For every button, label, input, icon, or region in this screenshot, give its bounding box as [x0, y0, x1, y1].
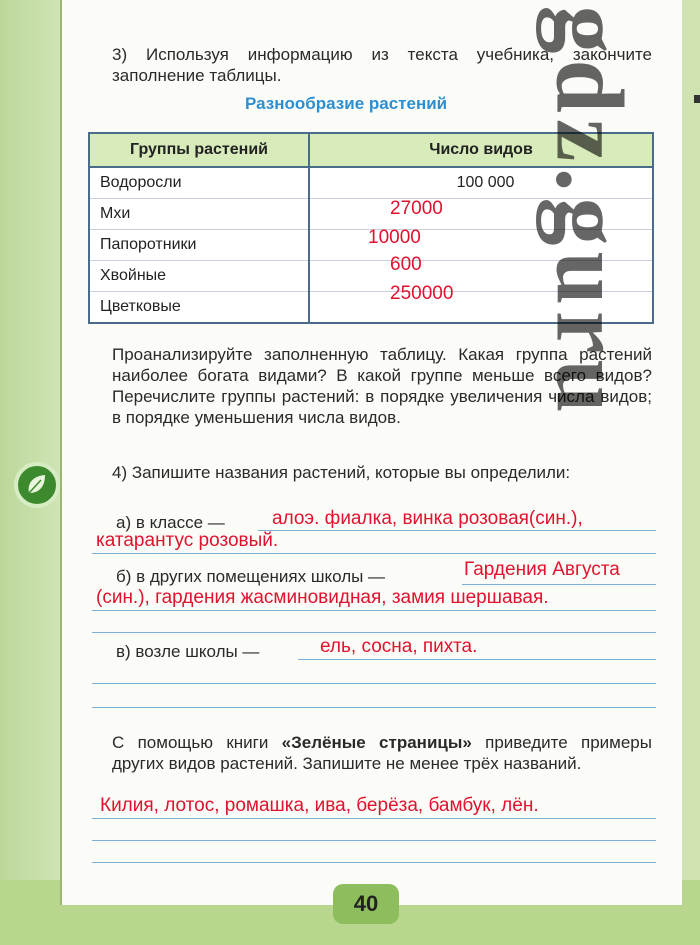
answer-other-rooms-2: (син.), гардения жасминовидная, замия шершавая.	[96, 587, 549, 608]
answer-flowering: 250000	[390, 283, 454, 304]
edge-mark	[694, 95, 700, 103]
task4-instruction: 4) Запишите названия растений, которые вы определили:	[112, 463, 571, 482]
table-title: Разнообразие растений	[245, 94, 448, 113]
species-cell: 100 000	[309, 167, 653, 199]
task5-text-pre: С помощью книги	[112, 733, 282, 752]
answer-ferns: 10000	[368, 227, 421, 248]
group-cell: Папоротники	[89, 230, 309, 261]
label-near-school: в) возле школы —	[116, 642, 260, 661]
task3-instruction: 3) Используя информацию из текста учебника, закончите заполнение таблицы.	[112, 45, 652, 85]
label-other-rooms: б) в других помещениях школы —	[116, 567, 386, 586]
book-title: «Зелёные страницы»	[281, 733, 472, 752]
answer-other-plants: Килия, лотос, ромашка, ива, берёза, бамбук, лён.	[100, 795, 539, 816]
group-cell: Водоросли	[89, 167, 309, 199]
header-groups: Группы растений	[89, 133, 309, 167]
task5-text-post: приведите примеры других видов растений. Запишите не менее трёх названий.	[112, 733, 652, 773]
group-cell: Мхи	[89, 199, 309, 230]
watermark	[530, 5, 650, 920]
answer-in-class-2: катарантус розовый.	[96, 530, 279, 551]
watermark-text: gdz.guru	[536, 5, 644, 419]
answer-mosses: 27000	[390, 198, 443, 219]
group-cell: Хвойные	[89, 261, 309, 292]
answer-in-class-1: алоэ. фиалка, винка розовая(син.),	[272, 508, 583, 529]
answer-conifers: 600	[390, 254, 422, 275]
answer-near-school: ель, сосна, пихта.	[320, 636, 478, 657]
page-number: 40	[333, 884, 399, 924]
header-species: Число видов	[309, 133, 653, 167]
leaf-icon	[14, 462, 60, 508]
answer-other-rooms-1: Гардения Августа	[464, 559, 620, 580]
label-in-class: а) в классе —	[116, 513, 225, 532]
task3-question: Проанализируйте заполненную таблицу. Какая группа растений наиболее богата видами? В какой группе меньше всего видов? Перечислите группы растений: в порядке увеличения числа видов; в порядке уменьшения числа видов.	[112, 345, 652, 427]
group-cell: Цветковые	[89, 292, 309, 324]
